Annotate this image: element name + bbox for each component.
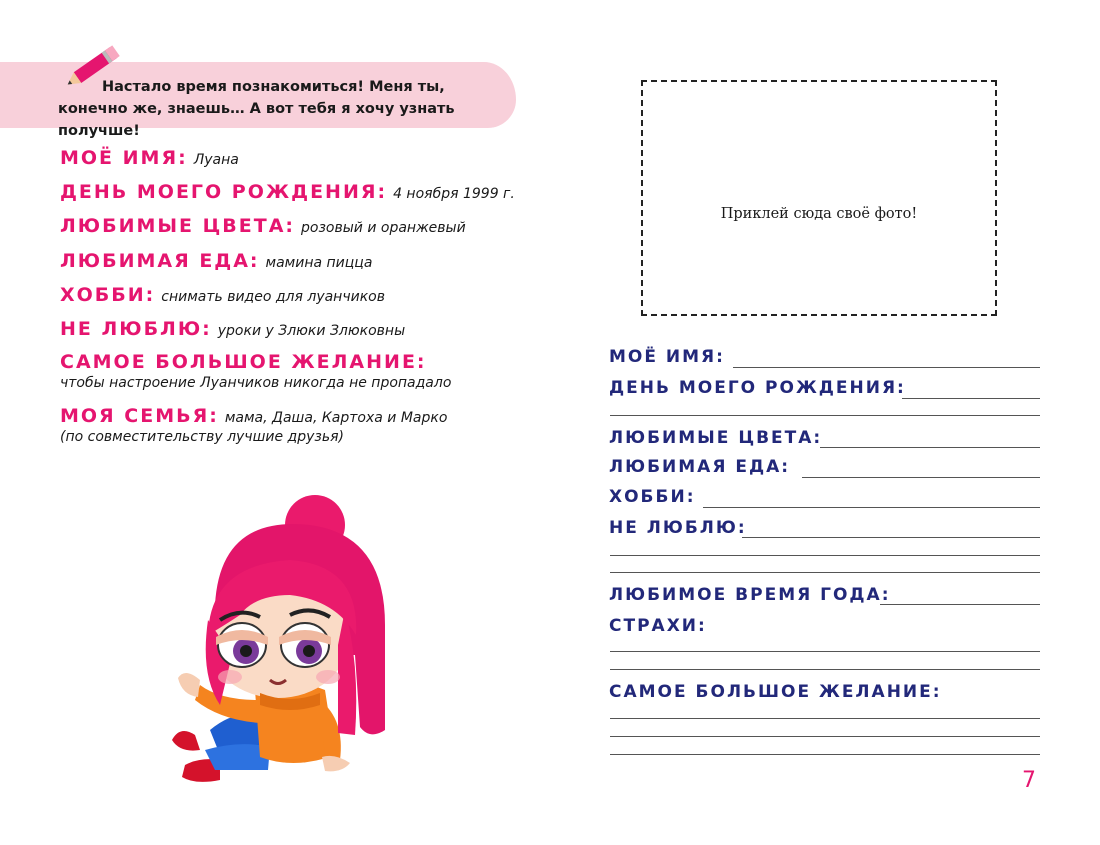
girl-illustration — [160, 495, 400, 795]
form-label-fears: СТРАХИ: — [609, 616, 707, 636]
form-label-dislike: НЕ ЛЮБЛЮ: — [609, 518, 747, 538]
form-line[interactable] — [733, 367, 1040, 368]
form-line[interactable] — [610, 572, 1040, 573]
profile-birthday-row — [60, 181, 515, 203]
profile-label: ЛЮБИМЫЕ ЦВЕТА: — [60, 215, 296, 237]
form-label-wish: САМОЕ БОЛЬШОЕ ЖЕЛАНИЕ: — [609, 682, 942, 702]
form-line[interactable] — [902, 398, 1040, 399]
profile-wish-value: чтобы настроение Луанчиков никогда не пропадало — [60, 375, 452, 391]
photo-placeholder-box[interactable] — [641, 80, 997, 316]
profile-colors-row — [60, 215, 466, 237]
form-line[interactable] — [610, 754, 1040, 755]
profile-label: НЕ ЛЮБЛЮ: — [60, 318, 212, 340]
form-line[interactable] — [610, 736, 1040, 737]
profile-family-note: (по совместительству лучшие друзья) — [60, 429, 344, 445]
profile-label: ДЕНЬ МОЕГО РОЖДЕНИЯ: — [60, 181, 388, 203]
form-label-birthday: ДЕНЬ МОЕГО РОЖДЕНИЯ: — [609, 378, 906, 398]
form-label-name: МОЁ ИМЯ: — [609, 347, 725, 367]
form-label-colors: ЛЮБИМЫЕ ЦВЕТА: — [609, 428, 823, 448]
profile-dislike-row — [60, 318, 405, 340]
profile-wish-row — [60, 351, 427, 373]
form-label-season: ЛЮБИМОЕ ВРЕМЯ ГОДА: — [609, 585, 891, 605]
profile-label: ЛЮБИМАЯ ЕДА: — [60, 250, 260, 272]
form-label-hobby: ХОББИ: — [609, 487, 696, 507]
profile-hobby-row — [60, 284, 385, 306]
form-line[interactable] — [742, 537, 1040, 538]
profile-label: САМОЕ БОЛЬШОЕ ЖЕЛАНИЕ: — [60, 351, 427, 373]
form-line[interactable] — [610, 718, 1040, 719]
form-line[interactable] — [610, 415, 1040, 416]
page-number: 7 — [1022, 768, 1036, 793]
profile-value: 4 ноября 1999 г. — [393, 186, 515, 202]
profile-value: уроки у Злюки Злюковны — [217, 323, 406, 339]
profile-value: Луана — [193, 152, 239, 168]
profile-label: ХОББИ: — [60, 284, 156, 306]
profile-value: мама, Даша, Картоха и Марко — [224, 410, 448, 426]
profile-family-row — [60, 405, 447, 427]
profile-food-row — [60, 250, 372, 272]
form-line[interactable] — [610, 651, 1040, 652]
intro-text: Настало время познакомиться! Меня ты, конечно же, знаешь… А вот тебя я хочу узнать получше! — [58, 79, 455, 139]
form-label-food: ЛЮБИМАЯ ЕДА: — [609, 457, 791, 477]
profile-name-row — [60, 147, 239, 169]
form-line[interactable] — [703, 507, 1040, 508]
profile-value: мамина пицца — [265, 255, 373, 271]
form-line[interactable] — [610, 669, 1040, 670]
profile-label: МОЁ ИМЯ: — [60, 147, 188, 169]
form-line[interactable] — [802, 477, 1040, 478]
form-line[interactable] — [820, 447, 1040, 448]
profile-value: розовый и оранжевый — [301, 220, 466, 236]
profile-label: МОЯ СЕМЬЯ: — [60, 405, 219, 427]
photo-placeholder-text: Приклей сюда своё фото! — [720, 206, 918, 222]
form-line[interactable] — [880, 604, 1040, 605]
profile-value: снимать видео для луанчиков — [161, 289, 385, 305]
form-line[interactable] — [610, 555, 1040, 556]
